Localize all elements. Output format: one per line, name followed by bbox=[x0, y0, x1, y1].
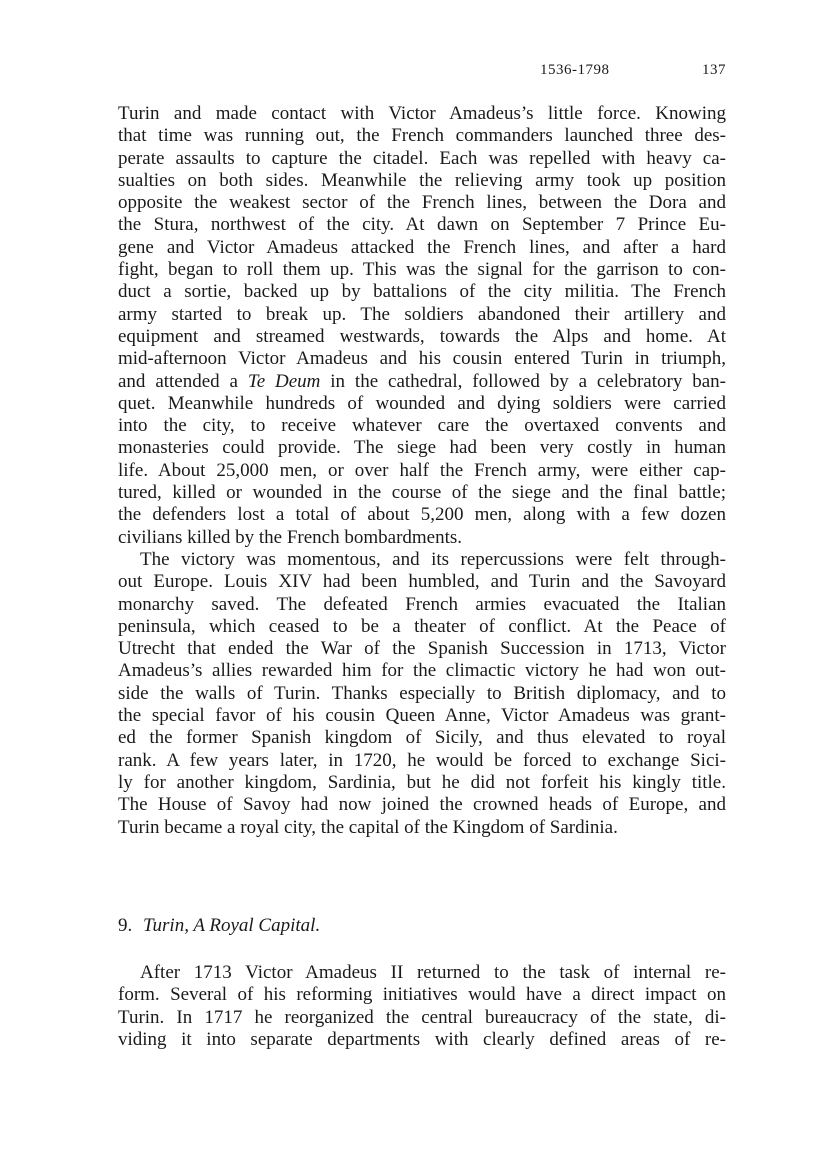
running-head-date-range: 1536-1798 bbox=[540, 62, 610, 78]
text-line: peninsula, which ceased to be a theater of conflict. At the Peace of bbox=[118, 615, 726, 637]
text-line: the special favor of his cousin Queen Anne, Victor Amadeus was grant- bbox=[118, 705, 726, 727]
text-line: equipment and streamed westwards, towards the Alps and home. At bbox=[118, 325, 726, 347]
text-line: sualties on both sides. Meanwhile the relieving army took up position bbox=[118, 169, 726, 191]
text-line: ed the former Spanish kingdom of Sicily, and thus elevated to royal bbox=[118, 727, 726, 749]
text-line: civilians killed by the French bombardments. bbox=[118, 526, 463, 548]
running-head bbox=[540, 62, 726, 79]
section-number: 9. bbox=[118, 915, 133, 936]
text-line: Utrecht that ended the War of the Spanish Succession in 1713, Victor bbox=[118, 638, 726, 660]
section-title: Turin, A Royal Capital. bbox=[143, 915, 321, 936]
text-line: side the walls of Turin. Thanks especially to British diplomacy, and to bbox=[118, 682, 726, 704]
text-line: army started to break up. The soldiers abandoned their artillery and bbox=[118, 303, 726, 325]
text-line: gene and Victor Amadeus attacked the French lines, and after a hard bbox=[118, 236, 726, 258]
text-line: monasteries could provide. The siege had been very costly in human bbox=[118, 437, 726, 459]
text-line: life. About 25,000 men, or over half the French army, were either cap- bbox=[118, 459, 726, 481]
body-text-lower bbox=[118, 962, 726, 1051]
text-line: fight, began to roll them up. This was the signal for the garrison to con- bbox=[118, 259, 726, 281]
text-line: tured, killed or wounded in the course of the siege and the final battle; bbox=[118, 482, 726, 504]
text-line: Amadeus’s allies rewarded him for the climactic victory he had won out- bbox=[118, 660, 726, 682]
text-line: into the city, to receive whatever care the overtaxed convents and bbox=[118, 415, 726, 437]
text-run: in the cathedral, followed by a celebratory ban- bbox=[320, 370, 726, 392]
text-line-indent: After 1713 Victor Amadeus II returned to the task of internal re- bbox=[140, 962, 726, 983]
text-line: the Stura, northwest of the city. At dawn on September 7 Prince Eu- bbox=[118, 214, 726, 236]
text-line: duct a sortie, backed up by battalions of the city militia. The French bbox=[118, 281, 726, 303]
text-line: mid-afternoon Victor Amadeus and his cousin entered Turin in triumph, bbox=[118, 348, 726, 370]
text-line: out Europe. Louis XIV had been humbled, and Turin and the Savoyard bbox=[118, 571, 726, 593]
text-line: ly for another kingdom, Sardinia, but he did not forfeit his kingly title. bbox=[118, 771, 726, 793]
text-line: Turin. In 1717 he reorganized the central bureaucracy of the state, di- bbox=[118, 1006, 726, 1028]
text-line: rank. A few years later, in 1720, he would be forced to exchange Sici- bbox=[118, 749, 726, 771]
text-line: Turin and made contact with Victor Amadeus’s little force. Knowing bbox=[118, 103, 726, 124]
text-line: monarchy saved. The defeated French armies evacuated the Italian bbox=[118, 593, 726, 615]
text-line: viding it into separate departments with clearly defined areas of re- bbox=[118, 1028, 726, 1050]
body-text-upper bbox=[118, 103, 726, 839]
text-line: form. Several of his reforming initiatives would have a direct impact on bbox=[118, 984, 726, 1006]
text-line-indent: The victory was momentous, and its repercussions were felt through- bbox=[140, 548, 726, 570]
italic-title-te-deum: Te Deum bbox=[247, 370, 321, 392]
text-line: perate assaults to capture the citadel. Each was repelled with heavy ca- bbox=[118, 147, 726, 169]
text-line: opposite the weakest sector of the French lines, between the Dora and bbox=[118, 192, 726, 214]
page-number: 137 bbox=[702, 62, 726, 78]
text-line: quet. Meanwhile hundreds of wounded and dying soldiers were carried bbox=[118, 392, 726, 414]
text-line: The House of Savoy had now joined the crowned heads of Europe, and bbox=[118, 794, 726, 816]
text-line-te-deum bbox=[118, 371, 726, 393]
text-line: Turin became a royal city, the capital of the Kingdom of Sardinia. bbox=[118, 816, 618, 838]
text-run: and attended a bbox=[118, 370, 248, 392]
text-line: the defenders lost a total of about 5,200 men, along with a few dozen bbox=[118, 504, 726, 526]
text-line: that time was running out, the French commanders launched three des- bbox=[118, 125, 726, 147]
section-heading bbox=[118, 915, 320, 937]
